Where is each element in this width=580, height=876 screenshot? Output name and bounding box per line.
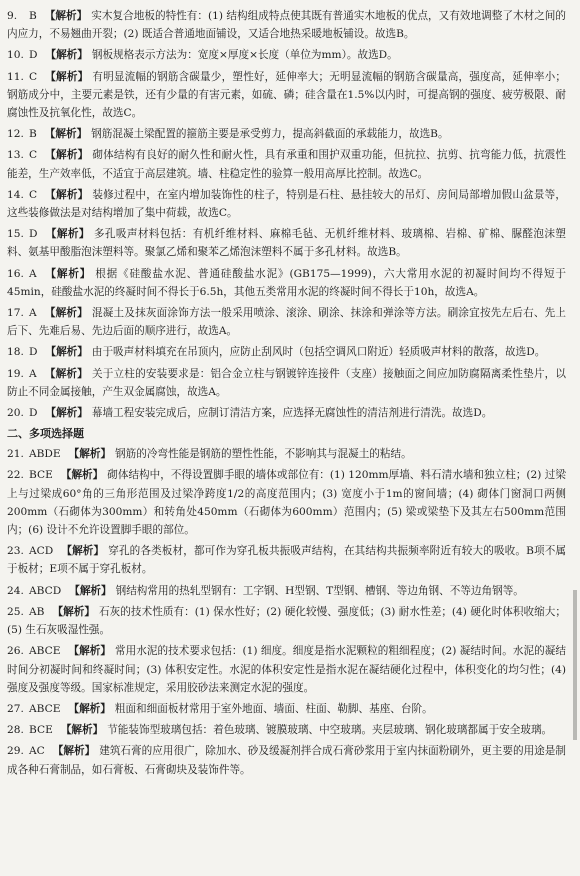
item-number: 29. [7,745,24,758]
answer-item [7,742,566,778]
item-answer: D [29,346,38,359]
multiple-choice-explanations [7,445,566,778]
item-number: 9. [7,10,18,22]
answer-item [7,582,566,600]
item-answer: C [29,149,38,162]
item-explanation: 钢筋混凝土梁配置的箍筋主要是承受剪力，提高斜截面的承载能力，故选B。 [91,128,449,141]
answer-item [7,225,566,261]
item-explanation: 砌体结构中，不得设置脚手眼的墙体或部位有：(1) 120mm厚墙、料石清水墙和独立柱；(2) 过梁上与过梁成60°角的三角形范围及过梁净跨度1/2的高度范围内；(3) 宽度小于1m的窗间墙；(4) 砌体门窗洞口两侧200mm（石砌体为300mm）和转角处450mm（石砌体为600mm）范围内；(5) 梁或梁垫下及其左右500mm范围内；(6) 设计不允许设置脚手眼的部位。 [7,469,566,537]
answer-item [7,404,566,422]
item-explanation: 由于吸声材料填充在吊顶内，应防止刮风时（包括空调风口附近）轻质吸声材料的散落，故选D。 [91,346,546,359]
answer-item [7,343,566,361]
item-number: 10. [7,49,24,62]
answer-item [7,304,566,340]
item-number: 23. [7,545,24,558]
item-number: 20. [7,407,24,420]
item-answer: ABCE [29,645,61,658]
analysis-tag: 【解析】 [45,70,89,83]
item-number: 18. [7,346,24,359]
item-number: 24. [7,584,24,597]
item-number: 25. [7,605,24,618]
analysis-tag: 【解析】 [45,346,88,359]
item-answer: AC [29,745,45,758]
answer-item [7,46,566,64]
item-explanation: 粗面和细面板材常用于室外地面、墙面、柱面、勒脚、基座、台阶。 [114,702,433,715]
analysis-tag: 【解析】 [60,724,104,737]
analysis-tag: 【解析】 [45,407,88,420]
item-answer: B [29,10,37,22]
section-title: 二、多项选择题 [7,427,84,441]
analysis-tag: 【解析】 [52,745,96,758]
analysis-tag: 【解析】 [68,448,112,461]
item-answer: A [29,307,37,320]
analysis-tag: 【解析】 [52,605,96,618]
item-number: 13. [7,149,24,162]
answer-item [7,700,566,718]
item-answer: D [29,49,38,62]
item-explanation: 钢筋的冷弯性能是钢筋的塑性性能，不影响其与混凝土的粘结。 [115,448,412,461]
item-explanation: 关于立柱的安装要求是：铝合金立柱与钢镀锌连接件（支座）接触面之间应加防腐隔离柔性垫片，以防止不同金属接触，产生双金属腐蚀，故选A。 [7,367,566,398]
item-explanation: 穿孔的各类板材，都可作为穿孔板共振吸声结构，在其结构共振频率附近有较大的吸收。B项不属于板材；E项不属于穿孔板材。 [7,545,567,576]
answer-item [7,265,566,301]
answer-item [7,146,566,182]
item-answer: A [29,367,37,380]
item-explanation: 钢结构常用的热轧型钢有：工字钢、H型钢、T型钢、槽钢、等边角钢、不等边角钢等。 [115,584,524,597]
item-explanation: 混凝土及抹灰面涂饰方法一般采用喷涂、滚涂、刷涂、抹涂和弹涂等方法。刷涂宜按先左后右、先上后下、先难后易、先边后面的顺序进行，故选A。 [7,307,566,338]
item-answer: ACD [29,545,54,558]
analysis-tag: 【解析】 [45,188,89,201]
item-number: 22. [7,469,24,482]
item-number: 27. [7,702,24,715]
item-explanation: 多孔吸声材料包括：有机纤维材料、麻棉毛毡、无机纤维材料、玻璃棉、岩棉、矿棉、脲醛泡沫塑料、氨基甲酸脂泡沫塑料等。聚氯乙烯和聚苯乙烯泡沫塑料不属于多孔材料。故选B。 [7,228,567,259]
item-explanation: 节能装饰型玻璃包括：着色玻璃、镀膜玻璃、中空玻璃。夹层玻璃、钢化玻璃都属于安全玻璃。 [107,724,553,737]
analysis-tag: 【解析】 [68,645,111,658]
item-number: 14. [7,188,24,201]
answer-item [7,186,566,222]
item-explanation: 砌体结构有良好的耐久性和耐火性，具有承重和围护双重功能，但抗拉、抗剪、抗弯能力低，抗震性能差，生产效率低，不适宜于高层建筑。墙、柱稳定性的验算一般用高厚比控制。故选C。 [7,149,566,180]
analysis-tag: 【解析】 [68,702,111,715]
item-explanation: 常用水泥的技术要求包括：(1) 细度。细度是指水泥颗粒的粗细程度；(2) 凝结时间。水泥的凝结时间分初凝时间和终凝时间；(3) 体积安定性。水泥的体积安定性是指水泥在凝结硬化过程中，体积变化的均匀性；(4) 强度及强度等级。国家标准规定，采用胶砂法来测定水泥的强度。 [7,645,566,694]
item-explanation: 建筑石膏的应用很广，除加水、砂及缓凝剂拌合成石膏砂浆用于室内抹面粉刷外，更主要的用途是制成各种石膏制品，如石膏板、石膏砌块及装饰件等。 [7,745,566,776]
page-edge-shadow [573,590,577,740]
item-answer: D [29,407,38,420]
item-explanation: 有明显流幅的钢筋含碳量少，塑性好，延伸率大；无明显流幅的钢筋含碳量高，强度高，延伸率小；钢筋成分中，主要元素是铁，还有少量的有害元素，如硫、磷；硅含量在1.5%以内时，可提高钢的强度、疲劳极限、耐腐蚀性及抗氧化性，故选C。 [7,70,566,120]
item-explanation: 根据《硅酸盐水泥、普通硅酸盐水泥》(GB175—1999)，六大常用水泥的初凝时间均不得短于45min，硅酸盐水泥的终凝时间不得长于6.5h，其他五类常用水泥的终凝时间不得长于10h，故选A。 [7,267,566,298]
item-answer: A [29,267,37,280]
item-number: 19. [7,367,24,380]
item-explanation: 石灰的技术性质有：(1) 保水性好；(2) 硬化较慢、强度低；(3) 耐水性差；(4) 硬化时体积收缩大；(5) 生石灰吸湿性强。 [7,605,567,637]
item-number: 11. [7,70,24,83]
item-answer: C [29,70,38,83]
item-answer: ABDE [29,448,61,461]
item-answer: ABCD [29,584,62,597]
item-answer: BCE [29,724,53,737]
answer-item [7,603,566,639]
item-answer: AB [29,605,45,618]
analysis-tag: 【解析】 [60,469,104,482]
analysis-tag: 【解析】 [45,49,88,62]
item-explanation: 钢板规格表示方法为：宽度×厚度×长度（单位为mm）。故选D。 [91,49,398,62]
item-number: 26. [7,645,24,658]
answer-item [7,7,566,43]
item-number: 17. [7,307,24,320]
item-answer: B [29,128,37,141]
item-explanation: 实木复合地板的特性有：(1) 结构组成特点使其既有普通实木地板的优点，又有效地调整了木材之间的内应力，不易翘曲开裂；(2) 既适合普通地面铺设，又适合地热采暖地板铺设。故选B。 [7,10,567,41]
answer-item [7,365,566,401]
item-answer: BCE [29,469,53,482]
item-number: 16. [7,267,24,280]
answer-item [7,445,566,463]
answer-item [7,542,566,578]
analysis-tag: 【解析】 [45,228,90,241]
analysis-tag: 【解析】 [44,128,88,141]
answer-item [7,642,566,697]
analysis-tag: 【解析】 [44,267,92,280]
answer-item [7,68,566,123]
answer-item [7,466,566,539]
item-number: 12. [7,128,24,141]
single-choice-explanations [7,7,566,422]
analysis-tag: 【解析】 [69,584,112,597]
item-answer: D [29,228,38,241]
analysis-tag: 【解析】 [45,149,89,162]
item-number: 28. [7,724,24,737]
item-explanation: 装修过程中，在室内增加装饰性的柱子，特别是石柱、悬挂较大的吊灯、房间局部增加假山盆景等，这些装修做法是对结构增加了集中荷载，故选C。 [7,188,566,220]
item-answer: ABCE [29,702,61,715]
analysis-tag: 【解析】 [61,545,105,558]
analysis-tag: 【解析】 [44,367,88,380]
answer-item [7,721,566,739]
item-number: 21. [7,448,24,461]
item-answer: C [29,188,38,201]
item-number: 15. [7,228,24,241]
answer-item [7,125,566,143]
item-explanation: 幕墙工程安装完成后，应制订清洁方案，应选择无腐蚀性的清洁剂进行清洗。故选D。 [91,407,493,420]
analysis-tag: 【解析】 [44,307,88,320]
analysis-tag: 【解析】 [44,10,88,22]
